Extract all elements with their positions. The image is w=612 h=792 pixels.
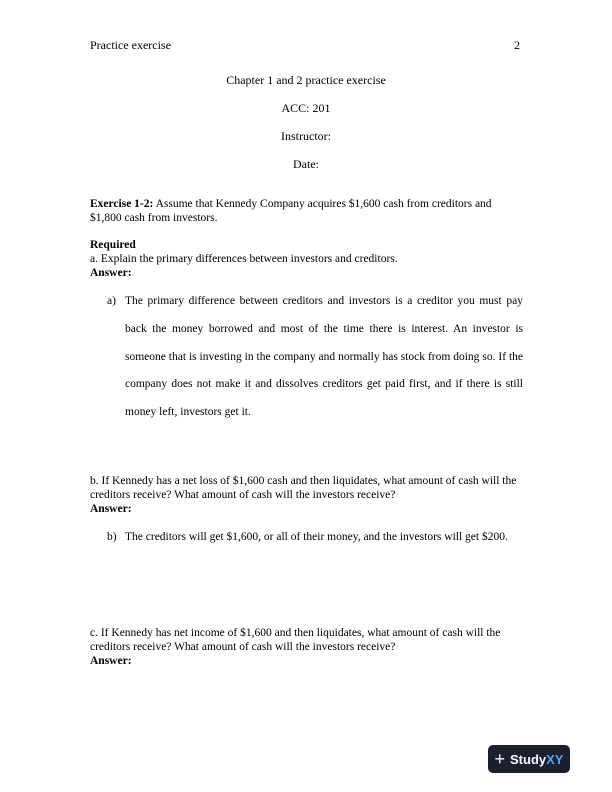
logo-text-accent: XY [546,751,564,767]
document-title: Chapter 1 and 2 practice exercise [226,73,386,87]
answer-b [107,524,523,552]
exercise-text: Assume that Kennedy Company acquires $1,600 cash from creditors and $1,800 cash from investors. [90,198,492,224]
page-number: 2 [514,38,520,52]
date-line: Date: [293,157,319,171]
answer-label-a: Answer: [90,267,132,279]
answer-label-c: Answer: [90,655,132,667]
instructor-line: Instructor: [281,129,331,143]
question-b: b. If Kennedy has a net loss of $1,600 cash and then liquidates, what amount of cash will the creditors receive? What amount of cash will the investors receive? [90,475,517,501]
plus-icon: + [494,749,506,769]
studyxy-logo [488,745,570,773]
required-heading: Required [90,239,136,251]
course-code: ACC: 201 [281,101,331,115]
answer-a-marker: a) [107,295,116,307]
exercise-label: Exercise 1-2: [90,198,154,210]
answer-a [107,288,523,427]
answer-label-b: Answer: [90,503,132,515]
answer-a-text: The primary difference between creditors and investors is a creditor you must pay back the money borrowed and most of the time there is interest. An investor is someone that is investing in the company and normally has stock from doing so. If the company does not make it and dissolves creditors get paid first, and if there is still money left, investors get it. [125,295,523,419]
answer-b-text: The creditors will get $1,600, or all of their money, and the investors will get $200. [125,531,508,543]
running-header-title: Practice exercise [90,38,171,52]
question-c: c. If Kennedy has net income of $1,600 and then liquidates, what amount of cash will the creditors receive? What amount of cash will the investors receive? [90,627,501,653]
exercise-statement [90,197,522,225]
logo-text-main: Study [510,751,547,767]
question-a: a. Explain the primary differences between investors and creditors. [90,253,398,265]
answer-b-marker: b) [107,531,117,543]
